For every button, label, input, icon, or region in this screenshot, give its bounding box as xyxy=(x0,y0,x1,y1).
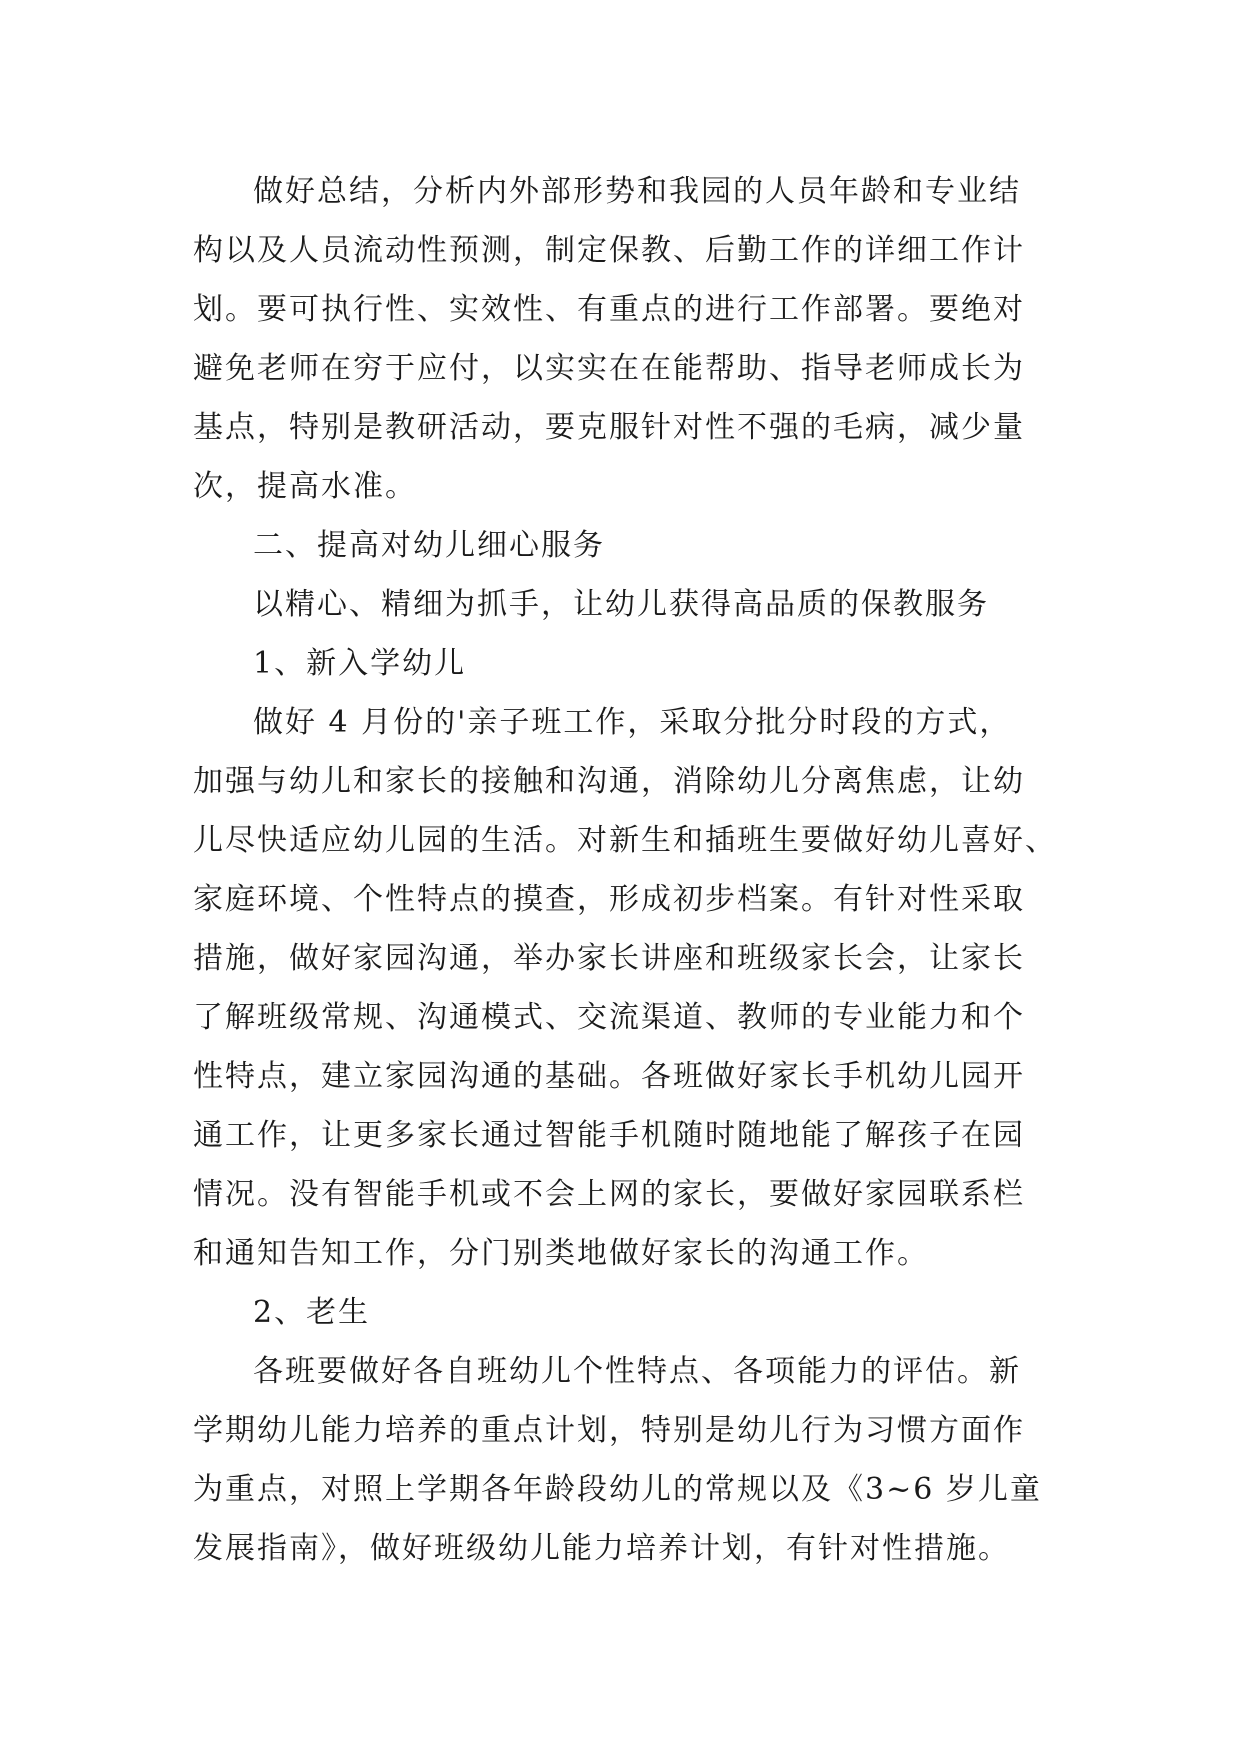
text-line: 避免老师在穷于应付，以实实在在能帮助、指导老师成长为 xyxy=(193,351,1025,386)
heading-text: 1、新入学幼儿 xyxy=(253,646,467,681)
heading-text: 2、老生 xyxy=(253,1295,371,1330)
text-line: 发展指南》，做好班级幼儿能力培养计划，有针对性措施。 xyxy=(193,1531,1010,1566)
heading-text: 二、提高对幼儿细心服务 xyxy=(253,528,605,563)
section-heading-2 xyxy=(193,516,1053,575)
paragraph-intro xyxy=(193,575,1053,634)
subheading-old-students xyxy=(193,1283,1053,1342)
text-line: 加强与幼儿和家长的接触和沟通，消除幼儿分离焦虑，让幼 xyxy=(193,764,1025,799)
text-line: 家庭环境、个性特点的摸查，形成初步档案。有针对性采取 xyxy=(193,882,1025,917)
text-line: 为重点，对照上学期各年龄段幼儿的常规以及《3~6 岁儿童 xyxy=(193,1472,1042,1507)
subheading-new-students xyxy=(193,634,1053,693)
document-body xyxy=(193,162,1057,1578)
text-line: 以精心、精细为抓手，让幼儿获得高品质的保教服务 xyxy=(253,587,989,622)
text-line: 次，提高水准。 xyxy=(193,469,417,504)
text-line: 儿尽快适应幼儿园的生活。对新生和插班生要做好幼儿喜好、 xyxy=(193,823,1057,858)
text-line: 划。要可执行性、实效性、有重点的进行工作部署。要绝对 xyxy=(193,292,1025,327)
text-line: 做好总结，分析内外部形势和我园的人员年龄和专业结 xyxy=(253,174,1021,209)
text-line: 构以及人员流动性预测，制定保教、后勤工作的详细工作计 xyxy=(193,233,1025,268)
paragraph-old-students xyxy=(193,1342,1053,1578)
text-line: 情况。没有智能手机或不会上网的家长，要做好家园联系栏 xyxy=(193,1177,1025,1212)
text-line: 和通知告知工作，分门别类地做好家长的沟通工作。 xyxy=(193,1236,929,1271)
text-line: 基点，特别是教研活动，要克服针对性不强的毛病，减少量 xyxy=(193,410,1025,445)
paragraph-summary xyxy=(193,162,1053,516)
text-line: 措施，做好家园沟通，举办家长讲座和班级家长会，让家长 xyxy=(193,941,1025,976)
text-line: 学期幼儿能力培养的重点计划，特别是幼儿行为习惯方面作 xyxy=(193,1413,1025,1448)
text-line: 性特点，建立家园沟通的基础。各班做好家长手机幼儿园开 xyxy=(193,1059,1025,1094)
text-line: 通工作，让更多家长通过智能手机随时随地能了解孩子在园 xyxy=(193,1118,1025,1153)
paragraph-new-students xyxy=(193,693,1057,1283)
text-line: 了解班级常规、沟通模式、交流渠道、教师的专业能力和个 xyxy=(193,1000,1025,1035)
text-line: 做好 4 月份的'亲子班工作，采取分批分时段的方式， xyxy=(253,705,1012,740)
text-line: 各班要做好各自班幼儿个性特点、各项能力的评估。新 xyxy=(253,1354,1021,1389)
